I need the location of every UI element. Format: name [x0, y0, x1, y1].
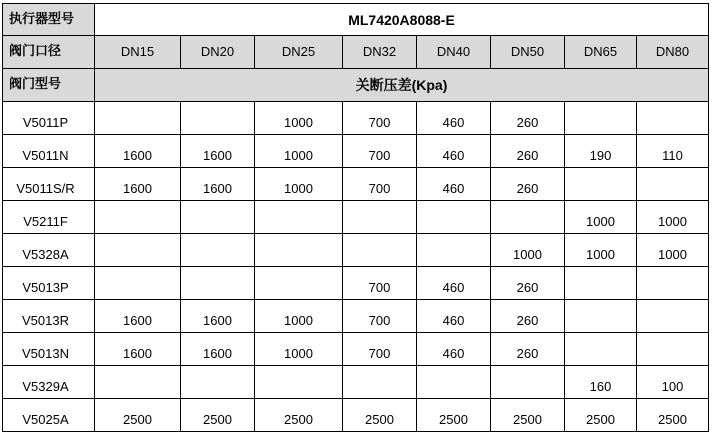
- pressure-cell: 1000: [255, 168, 343, 201]
- valve-header-row: [3, 69, 709, 102]
- pressure-cell: [565, 333, 637, 366]
- pressure-cell: 260: [491, 135, 565, 168]
- pressure-cell: [491, 366, 565, 399]
- pressure-cell: [637, 333, 709, 366]
- pressure-cell: [637, 168, 709, 201]
- pressure-cell: [95, 102, 181, 135]
- diameter-label: 阀门口径: [3, 36, 95, 69]
- table-row: [3, 333, 709, 366]
- diameter-header: DN40: [417, 36, 491, 69]
- actuator-row: [3, 4, 709, 36]
- valve-model-cell: V5328A: [3, 234, 95, 267]
- pressure-cell: [491, 201, 565, 234]
- pressure-cell: 1000: [255, 102, 343, 135]
- pressure-cell: [181, 201, 255, 234]
- pressure-cell: [255, 234, 343, 267]
- pressure-table: [2, 3, 709, 432]
- pressure-cell: 1000: [637, 234, 709, 267]
- pressure-cell: 1600: [181, 135, 255, 168]
- pressure-cell: [565, 168, 637, 201]
- diameter-header: DN15: [95, 36, 181, 69]
- pressure-cell: [255, 201, 343, 234]
- pressure-cell: 2500: [343, 399, 417, 432]
- pressure-cell: [343, 366, 417, 399]
- table-row: [3, 201, 709, 234]
- pressure-cell: [181, 267, 255, 300]
- pressure-cell: 460: [417, 300, 491, 333]
- diameter-header: DN20: [181, 36, 255, 69]
- actuator-model: ML7420A8088-E: [95, 4, 709, 36]
- pressure-cell: 700: [343, 102, 417, 135]
- pressure-cell: [343, 201, 417, 234]
- table-row: [3, 300, 709, 333]
- pressure-cell: 1000: [255, 300, 343, 333]
- pressure-cell: [417, 366, 491, 399]
- pressure-cell: [565, 267, 637, 300]
- pressure-cell: 1000: [255, 135, 343, 168]
- pressure-cell: 460: [417, 135, 491, 168]
- pressure-cell: [417, 201, 491, 234]
- diameter-row: [3, 36, 709, 69]
- pressure-label: 关断压差(Kpa): [95, 69, 709, 102]
- pressure-cell: 1000: [565, 201, 637, 234]
- diameter-header: DN65: [565, 36, 637, 69]
- pressure-cell: 1600: [95, 135, 181, 168]
- pressure-cell: [181, 366, 255, 399]
- pressure-cell: 460: [417, 267, 491, 300]
- pressure-cell: 1600: [95, 300, 181, 333]
- table-row: [3, 135, 709, 168]
- valve-model-cell: V5013N: [3, 333, 95, 366]
- pressure-cell: 2500: [637, 399, 709, 432]
- pressure-cell: [565, 102, 637, 135]
- table-row: [3, 102, 709, 135]
- pressure-cell: 1000: [255, 333, 343, 366]
- valve-model-cell: V5211F: [3, 201, 95, 234]
- table-row: [3, 168, 709, 201]
- pressure-cell: 260: [491, 102, 565, 135]
- valve-model-cell: V5013P: [3, 267, 95, 300]
- pressure-cell: 1600: [181, 168, 255, 201]
- pressure-cell: [255, 267, 343, 300]
- pressure-cell: 460: [417, 333, 491, 366]
- pressure-cell: 2500: [255, 399, 343, 432]
- pressure-cell: 700: [343, 300, 417, 333]
- pressure-cell: 2500: [95, 399, 181, 432]
- pressure-cell: 110: [637, 135, 709, 168]
- pressure-cell: 260: [491, 300, 565, 333]
- valve-model-cell: V5329A: [3, 366, 95, 399]
- pressure-cell: [565, 300, 637, 333]
- pressure-cell: 700: [343, 267, 417, 300]
- pressure-cell: 1600: [95, 333, 181, 366]
- pressure-cell: [181, 102, 255, 135]
- table-row: [3, 366, 709, 399]
- pressure-cell: [343, 234, 417, 267]
- pressure-cell: 2500: [417, 399, 491, 432]
- pressure-cell: 160: [565, 366, 637, 399]
- pressure-cell: [637, 102, 709, 135]
- pressure-cell: 460: [417, 168, 491, 201]
- pressure-cell: 1600: [95, 168, 181, 201]
- pressure-cell: 260: [491, 267, 565, 300]
- pressure-cell: [255, 366, 343, 399]
- pressure-cell: [637, 300, 709, 333]
- actuator-label: 执行器型号: [3, 4, 95, 36]
- valve-label: 阀门型号: [3, 69, 95, 102]
- pressure-cell: 1600: [181, 300, 255, 333]
- valve-model-cell: V5011S/R: [3, 168, 95, 201]
- pressure-cell: 1000: [565, 234, 637, 267]
- pressure-cell: [95, 366, 181, 399]
- pressure-cell: 2500: [565, 399, 637, 432]
- diameter-header: DN25: [255, 36, 343, 69]
- valve-model-cell: V5013R: [3, 300, 95, 333]
- pressure-cell: 700: [343, 333, 417, 366]
- pressure-cell: [95, 201, 181, 234]
- pressure-cell: 700: [343, 168, 417, 201]
- table-row: [3, 267, 709, 300]
- valve-model-cell: V5011N: [3, 135, 95, 168]
- pressure-cell: [95, 267, 181, 300]
- pressure-cell: 2500: [491, 399, 565, 432]
- pressure-cell: [95, 234, 181, 267]
- diameter-header: DN80: [637, 36, 709, 69]
- pressure-cell: 1000: [491, 234, 565, 267]
- pressure-cell: 700: [343, 135, 417, 168]
- pressure-cell: [637, 267, 709, 300]
- pressure-cell: [417, 234, 491, 267]
- table-row: [3, 234, 709, 267]
- pressure-cell: 2500: [181, 399, 255, 432]
- pressure-cell: 1600: [181, 333, 255, 366]
- diameter-header: DN50: [491, 36, 565, 69]
- pressure-cell: 260: [491, 333, 565, 366]
- diameter-header: DN32: [343, 36, 417, 69]
- valve-model-cell: V5011P: [3, 102, 95, 135]
- pressure-cell: 460: [417, 102, 491, 135]
- pressure-cell: 190: [565, 135, 637, 168]
- valve-model-cell: V5025A: [3, 399, 95, 432]
- pressure-cell: 260: [491, 168, 565, 201]
- pressure-cell: 1000: [637, 201, 709, 234]
- table-row: [3, 399, 709, 432]
- pressure-cell: 100: [637, 366, 709, 399]
- pressure-cell: [181, 234, 255, 267]
